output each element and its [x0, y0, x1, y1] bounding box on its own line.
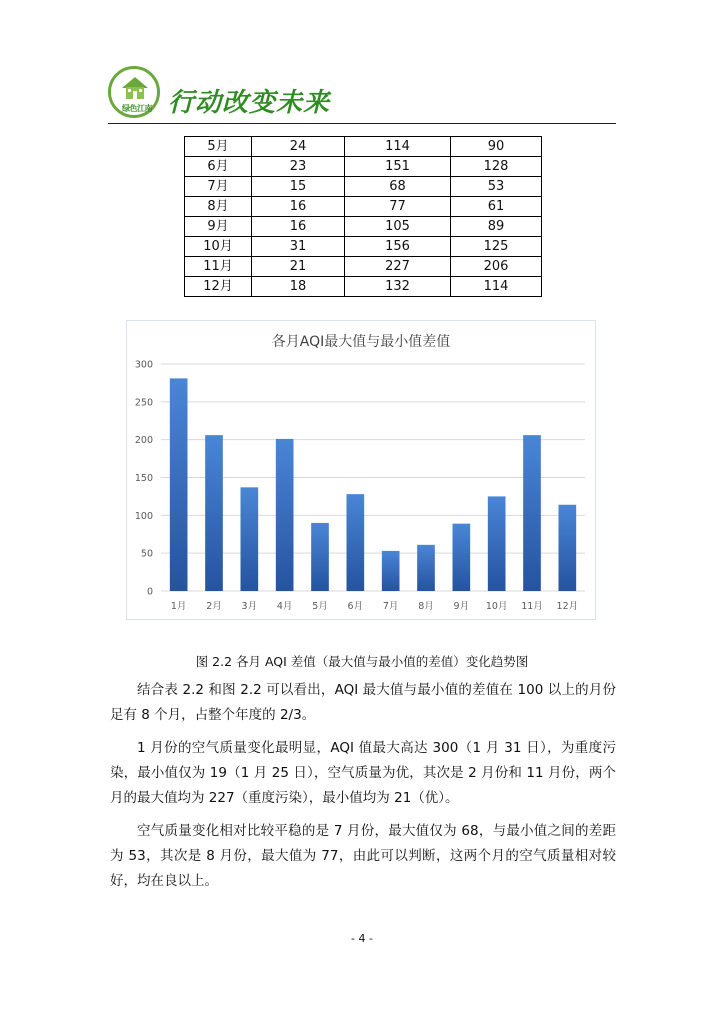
x-tick-label: 6月: [347, 601, 364, 612]
value-cell: 68: [345, 177, 451, 197]
bar: [276, 439, 294, 591]
value-cell: 53: [451, 177, 542, 197]
value-cell: 90: [451, 137, 542, 157]
x-tick-label: 9月: [453, 601, 470, 612]
value-cell: 16: [252, 197, 345, 217]
value-cell: 23: [252, 157, 345, 177]
value-cell: 227: [345, 257, 451, 277]
table-row: [185, 137, 542, 157]
month-cell: 5月: [185, 137, 252, 157]
value-cell: 125: [451, 237, 542, 257]
x-tick-label: 3月: [241, 601, 258, 612]
paragraph: 结合表 2.2 和图 2.2 可以看出，AQI 最大值与最小值的差值在 100 以上的月份足有 8 个月，占整个年度的 2/3。: [110, 682, 616, 723]
value-cell: 61: [451, 197, 542, 217]
table-row: [185, 197, 542, 217]
header-slogan: 行动改变未来: [168, 88, 331, 118]
value-cell: 15: [252, 177, 345, 197]
table-row: [185, 237, 542, 257]
header-divider: [108, 123, 616, 124]
month-cell: 12月: [185, 277, 252, 297]
y-tick-label: 0: [146, 586, 153, 598]
value-cell: 24: [252, 137, 345, 157]
y-tick-label: 200: [134, 435, 153, 447]
bar: [523, 435, 541, 591]
bar: [311, 523, 329, 591]
y-tick-label: 100: [134, 510, 153, 522]
bar: [241, 487, 259, 591]
value-cell: 114: [345, 137, 451, 157]
y-tick-label: 250: [134, 397, 153, 409]
table-row: [185, 217, 542, 237]
table-row: [185, 177, 542, 197]
value-cell: 128: [451, 157, 542, 177]
figure-caption: 图 2.2 各月 AQI 差值（最大值与最小值的差值）变化趋势图: [195, 654, 529, 669]
month-cell: 10月: [185, 237, 252, 257]
bar: [559, 505, 577, 591]
value-cell: 105: [345, 217, 451, 237]
x-tick-label: 5月: [312, 601, 328, 612]
x-tick-label: 2月: [206, 601, 222, 612]
month-cell: 9月: [185, 217, 252, 237]
month-cell: 6月: [185, 157, 252, 177]
bar: [170, 378, 188, 591]
value-cell: 156: [345, 237, 451, 257]
value-cell: 16: [252, 217, 345, 237]
x-tick-label: 7月: [382, 601, 399, 612]
bar: [488, 496, 506, 591]
aqi-diff-chart: [126, 320, 596, 620]
bar: [205, 435, 223, 591]
x-tick-label: 11月: [521, 601, 543, 612]
value-cell: 21: [252, 257, 345, 277]
value-cell: 77: [345, 197, 451, 217]
logo-text: 绿色江南: [122, 104, 152, 113]
value-cell: 89: [451, 217, 542, 237]
value-cell: 31: [252, 237, 345, 257]
logo: [108, 66, 160, 118]
value-cell: 206: [451, 257, 542, 277]
value-cell: 18: [252, 277, 345, 297]
house-icon: [120, 74, 150, 102]
bar: [347, 494, 365, 591]
y-tick-label: 300: [134, 359, 153, 371]
x-tick-label: 12月: [556, 601, 579, 612]
value-cell: 114: [451, 277, 542, 297]
month-cell: 8月: [185, 197, 252, 217]
month-cell: 7月: [185, 177, 252, 197]
table-row: [185, 257, 542, 277]
bar: [382, 551, 400, 591]
x-tick-label: 4月: [276, 601, 293, 612]
x-tick-label: 1月: [170, 601, 187, 612]
y-tick-label: 50: [140, 548, 153, 560]
page-header: [108, 66, 616, 124]
page-number: - 4 -: [351, 932, 373, 945]
bar: [417, 545, 435, 591]
table-row: [185, 277, 542, 297]
bar: [453, 524, 471, 591]
aqi-table: [184, 136, 542, 297]
table-row: [185, 157, 542, 177]
x-tick-label: 8月: [418, 601, 434, 612]
month-cell: 11月: [185, 257, 252, 277]
chart-title: 各月AQI最大值与最小值差值: [271, 334, 451, 350]
bar-chart: [127, 321, 595, 619]
value-cell: 132: [345, 277, 451, 297]
x-tick-label: 10月: [485, 601, 508, 612]
paragraph: 1 月份的空气质量变化最明显，AQI 值最大高达 300（1 月 31 日），为重度污染，最小值仅为 19（1 月 25 日），空气质量为优，其次是 2 月份和 11 月份，两个月的最大值均为 227（重度污染），最小值均为 21（优）。: [110, 740, 616, 806]
y-tick-label: 150: [134, 473, 153, 484]
paragraph: 空气质量变化相对比较平稳的是 7 月份，最大值仅为 68，与最小值之间的差距为 53，其次是 8 月份，最大值为 77，由此可以判断，这两个月的空气质量相对较好，均在良以上。: [110, 823, 616, 889]
value-cell: 151: [345, 157, 451, 177]
